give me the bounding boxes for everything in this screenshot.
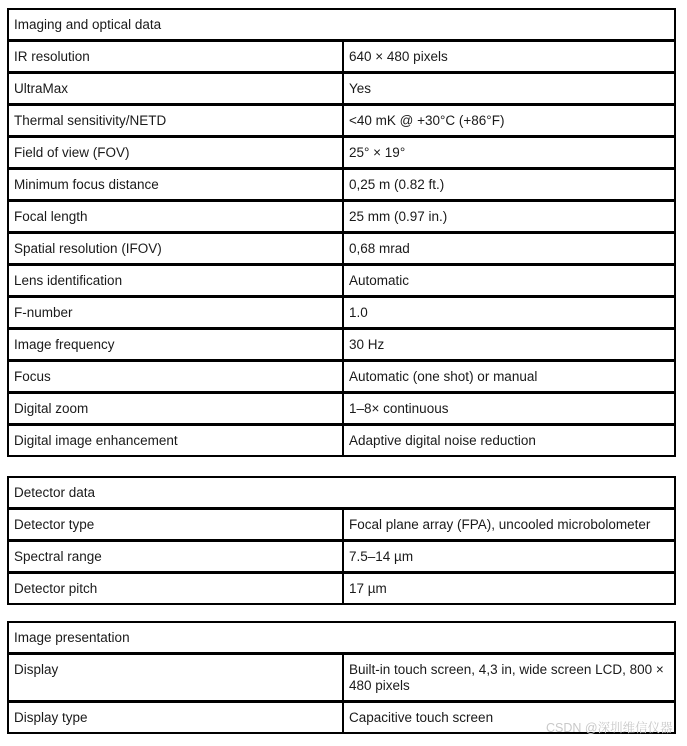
spec-row: [9, 359, 674, 391]
spec-row: [9, 199, 674, 231]
spec-label: Digital image enhancement: [9, 426, 344, 455]
spec-row: [9, 507, 674, 539]
spec-row: [9, 423, 674, 455]
spec-row: [9, 263, 674, 295]
spec-value: 0,25 m (0.82 ft.): [349, 177, 445, 192]
spec-row: [9, 135, 674, 167]
spec-value: 17 µm: [349, 581, 387, 596]
spec-label: Spectral range: [9, 542, 344, 571]
spec-label: UltraMax: [9, 74, 344, 103]
spec-value: Focal plane array (FPA), uncooled microbolometer: [349, 517, 651, 532]
table-title: Image presentation: [14, 630, 130, 645]
spec-value: 7.5–14 µm: [349, 549, 414, 564]
table-title: Detector data: [14, 485, 96, 500]
spec-label: Image frequency: [9, 330, 344, 359]
spec-label: Display type: [9, 703, 344, 732]
spec-value: 30 Hz: [349, 337, 385, 352]
spec-label: Digital zoom: [9, 394, 344, 423]
spec-label: Lens identification: [9, 266, 344, 295]
spec-row: [9, 103, 674, 135]
table-title: Imaging and optical data: [14, 17, 162, 32]
spec-row: [9, 327, 674, 359]
spec-label: Display: [9, 655, 344, 700]
table-image-presentation: [7, 621, 676, 734]
spec-label: Focus: [9, 362, 344, 391]
spec-row: [9, 391, 674, 423]
spec-value: Adaptive digital noise reduction: [349, 433, 536, 448]
spec-value: <40 mK @ +30°C (+86°F): [349, 113, 505, 128]
spec-row: [9, 295, 674, 327]
spec-value: 640 × 480 pixels: [349, 49, 448, 64]
spec-label: Spatial resolution (IFOV): [9, 234, 344, 263]
spec-label: Minimum focus distance: [9, 170, 344, 199]
spec-row: [9, 167, 674, 199]
spec-label: Thermal sensitivity/NETD: [9, 106, 344, 135]
spec-row: [9, 71, 674, 103]
spec-value: 0,68 mrad: [349, 241, 410, 256]
spec-value: 25° × 19°: [349, 145, 406, 160]
spec-row: [9, 231, 674, 263]
spec-value: Automatic (one shot) or manual: [349, 369, 538, 384]
spec-value: Automatic: [349, 273, 410, 288]
watermark: CSDN @深圳维信仪器: [546, 721, 673, 735]
spec-label: Detector pitch: [9, 574, 344, 603]
spec-label: Detector type: [9, 510, 344, 539]
spec-label: IR resolution: [9, 42, 344, 71]
spec-value: 1–8× continuous: [349, 401, 449, 416]
spec-label: Field of view (FOV): [9, 138, 344, 167]
spec-label: Focal length: [9, 202, 344, 231]
spec-label: F-number: [9, 298, 344, 327]
spec-value: Built-in touch screen, 4,3 in, wide screen LCD, 800 × 480 pixels: [349, 662, 664, 693]
table-imaging-and-optical-data: [7, 8, 676, 457]
table-detector-data: [7, 476, 676, 605]
spec-sheet-page: [0, 8, 687, 746]
spec-value: 1.0: [349, 305, 368, 320]
spec-row: [9, 39, 674, 71]
spec-value: 25 mm (0.97 in.): [349, 209, 448, 224]
spec-row: [9, 652, 674, 700]
spec-row: [9, 539, 674, 571]
spec-value: Capacitive touch screen: [349, 710, 494, 725]
spec-row: [9, 571, 674, 603]
spec-value: Yes: [349, 81, 372, 96]
